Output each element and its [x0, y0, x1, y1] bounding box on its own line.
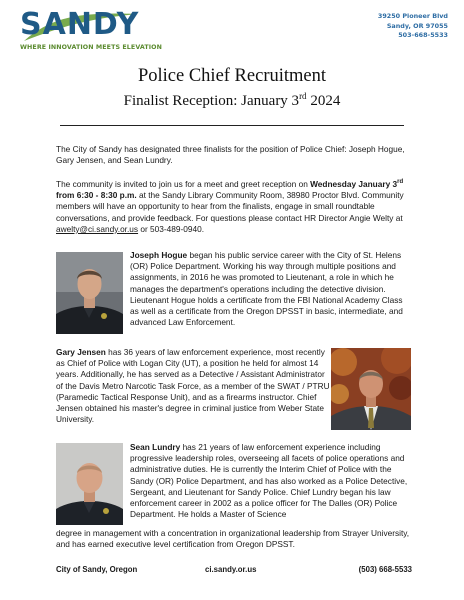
bio-sean-lundry — [130, 442, 412, 520]
sandy-logo — [20, 7, 163, 54]
bio-text: began his public service career with the City of St. Helens (OR) Police Department. Working his way through multiple positions and assignments, in 2016 he was promoted to Lieutenant, a role in which he manages the department's operations including the detective division. Lieutenant Hogue holds a certificate from the FBI National Academy Class as well as a certificate from the Oregon DPSST in basic, intermediate, and advanced Law Enforcement. — [130, 250, 403, 328]
footer-phone: (503) 668-5533 — [358, 565, 412, 574]
bio-name: Sean Lundry — [130, 442, 181, 452]
subtitle-prefix: Finalist Reception: January 3 — [123, 93, 300, 109]
sean-lundry-photo — [56, 443, 123, 525]
bio-name: Gary Jensen — [56, 347, 106, 357]
bio-text: has 21 years of law enforcement experience including progressive leadership roles, overseeing all facets of police operations and administrative duties. He is currently the Interim Chief of Police with the Sandy (OR) Police Department, and has also worked as a Police Detective, Sergeant, and Lieutenant for Sandy Police. Chief Lundry began his law enforcement career in 2002 as a police officer for The Dalles (OR) Police Department. He holds a Master of Science — [130, 442, 408, 520]
header-phone: 503-668-5533 — [398, 31, 448, 40]
subtitle-suffix: 2024 — [306, 93, 341, 109]
intro-paragraph: The City of Sandy has designated three finalists for the position of Police Chief: Joseph Hogue, Gary Jensen, and Sean Lundry. — [56, 144, 405, 166]
logo-tagline: WHERE INNOVATION MEETS ELEVATION — [20, 44, 163, 51]
invitation-paragraph — [56, 179, 412, 235]
bio-sean-lundry-continued: degree in management with a concentration in organizational leadership from Strayer University, and has earned executive level certification from Oregon DPSST. — [56, 528, 410, 550]
address-line-2: Sandy, OR 97055 — [386, 21, 448, 30]
bio-text: has 36 years of law enforcement experience, most recently as Chief of Police with Logan City (UT), a position he held for almost 14 years. Additionally, he has served as a Detective / Assistant Administrator of the Davis Metro Narcotic Task Force, as a member of the SWAT / PTRU (Paramedic Tactical Response Unit), and as a firearms instructor. Chief Jensen obtained his master's degree in criminal justice from Weber State University. — [56, 347, 330, 425]
title-divider — [60, 125, 404, 126]
footer-website-link[interactable]: ci.sandy.or.us — [205, 565, 257, 574]
invite-text-1: The community is invited to join us for a meet and greet reception on — [56, 179, 311, 189]
invite-text-3: or 503-489-0940. — [138, 223, 205, 234]
logo-wordmark: SANDY — [20, 7, 140, 42]
page-subtitle — [0, 93, 464, 110]
footer-organization: City of Sandy, Oregon — [56, 565, 138, 574]
header-contact — [378, 12, 448, 41]
hr-email-link[interactable]: awelty@ci.sandy.or.us — [56, 223, 139, 234]
invite-day: Wednesday January 3rd from 6:30 - 8:30 p.m. — [56, 179, 404, 201]
footer — [56, 565, 412, 576]
joseph-hogue-photo — [56, 252, 123, 334]
bio-gary-jensen — [56, 347, 331, 425]
bio-name: Joseph Hogue — [130, 250, 188, 260]
gary-jensen-photo — [331, 348, 411, 430]
page-title: Police Chief Recruitment — [137, 66, 327, 86]
subtitle-ordinal: rd — [299, 91, 307, 101]
address-line-1: 39250 Pioneer Blvd — [377, 12, 448, 20]
bio-joseph-hogue — [130, 250, 412, 328]
invite-text-2: at the Sandy Library Community Room, 38980 Proctor Blvd. Community members will have an opportunity to hear from the finalists, engage in small roundtable conversations, and provide feedback. For questions please contact HR Director Angie Welty at — [56, 190, 404, 223]
